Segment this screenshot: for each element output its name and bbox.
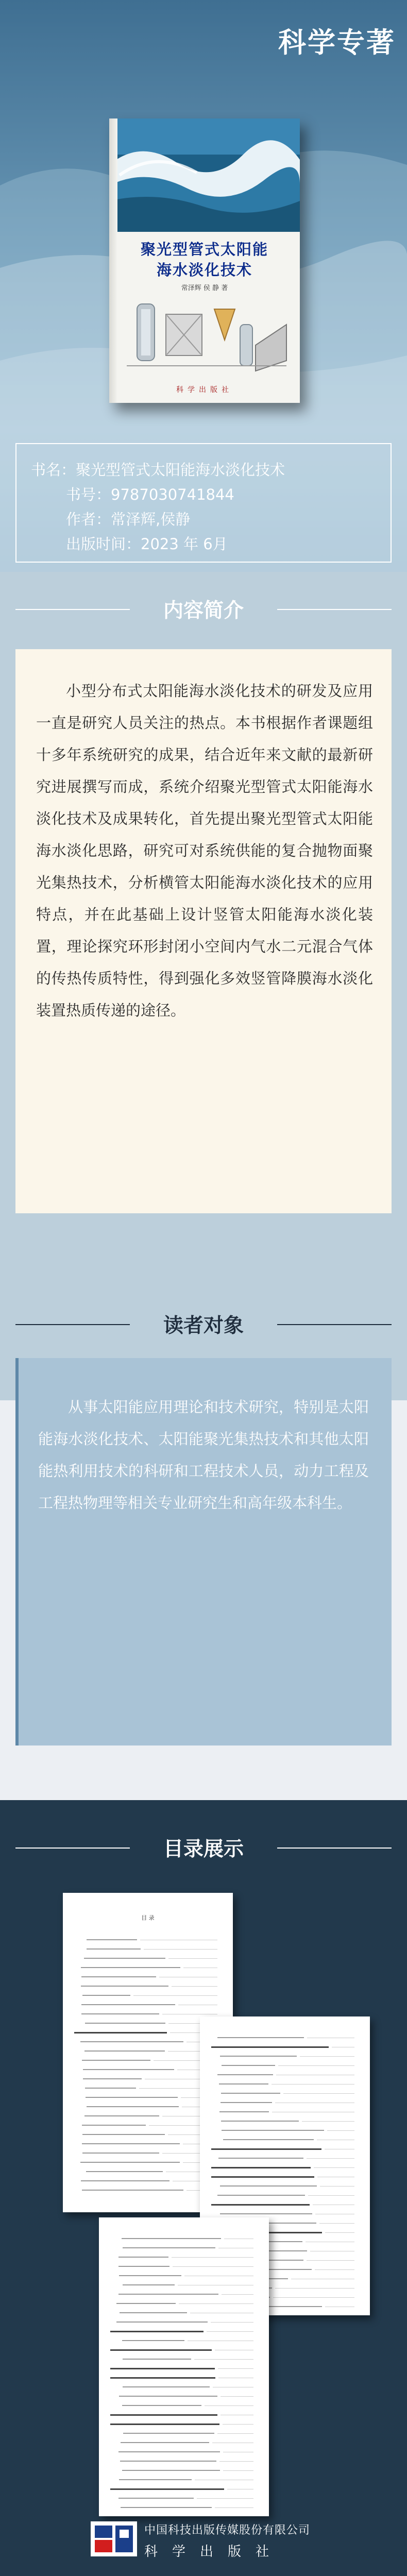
contents-heading: 目录展示 xyxy=(163,1838,244,1861)
toc-entry-line xyxy=(123,2359,191,2360)
toc-leader-dots xyxy=(300,2056,354,2057)
cover-wave-photo xyxy=(109,118,300,232)
toc-leader-dots xyxy=(302,2121,354,2122)
toc-leader-dots xyxy=(222,2294,253,2295)
toc-entry-line xyxy=(118,2266,169,2267)
toc-entry-line xyxy=(119,2396,217,2397)
toc-leader-dots xyxy=(144,1949,217,1950)
toc-entry-line xyxy=(82,2060,150,2061)
toc-entry-line xyxy=(85,2088,136,2089)
toc-chapter-line xyxy=(211,2046,329,2048)
publisher-name: 科学出版社 xyxy=(144,2544,284,2560)
toc-leader-dots xyxy=(307,2260,354,2261)
toc-entry-line xyxy=(84,2115,159,2116)
toc-chapter-line xyxy=(110,2331,204,2332)
toc-entry-line xyxy=(81,1967,180,1968)
toc-entry-line xyxy=(123,2433,214,2434)
cover-title-line1: 聚光型管式太阳能 xyxy=(140,241,268,258)
toc-entry-line xyxy=(218,2158,303,2159)
toc-leader-dots xyxy=(314,2167,354,2168)
toc-entry-line xyxy=(220,2056,297,2057)
toc-entry-line xyxy=(220,2213,312,2214)
toc-entry-line xyxy=(221,2093,280,2094)
toc-entry-line xyxy=(121,2507,212,2508)
toc-entry-line xyxy=(85,2023,165,2024)
info-date-value: 2023 年 6月 xyxy=(141,535,228,553)
toc-entry-line xyxy=(87,1948,141,1950)
toc-leader-dots xyxy=(275,2288,354,2289)
toc-leader-dots xyxy=(205,2405,253,2406)
toc-entry-line xyxy=(116,2321,208,2323)
toc-entry-line xyxy=(84,1958,165,1959)
info-row-title xyxy=(16,457,391,482)
toc-entry-line xyxy=(81,2004,175,2005)
toc-leader-dots xyxy=(283,2093,354,2094)
info-isbn-value: 9787030741844 xyxy=(111,486,234,503)
toc-entry-line xyxy=(86,2097,178,2098)
toc-entry-line xyxy=(82,1995,130,1996)
toc-chapter-line xyxy=(211,2148,321,2150)
info-title-value: 聚光型管式太阳能海水淡化技术 xyxy=(76,461,285,479)
toc-entry-line xyxy=(222,2065,275,2066)
toc-entry-line xyxy=(118,2498,194,2499)
solar-desalination-illustration xyxy=(116,294,292,381)
toc-chapter-line xyxy=(110,2424,219,2425)
toc-chapter-line xyxy=(211,2176,314,2178)
toc-chapter-line xyxy=(211,2167,311,2168)
toc-entry-line xyxy=(118,2257,168,2258)
toc-entry-line xyxy=(80,2162,180,2163)
toc-leader-dots xyxy=(307,2158,354,2159)
heading-rule-right xyxy=(277,1848,392,1849)
toc-entry-line xyxy=(122,2470,220,2471)
toc-page-3 xyxy=(99,2217,269,2516)
toc-chapter-line xyxy=(74,2032,167,2033)
intro-card xyxy=(15,649,392,1213)
toc-entry-line xyxy=(87,2106,179,2107)
toc-leader-dots xyxy=(207,2331,253,2332)
toc-chapter-line xyxy=(110,2488,224,2490)
toc-entry-line xyxy=(123,2284,175,2285)
toc-leader-dots xyxy=(219,2461,253,2462)
toc-entry-line xyxy=(86,2171,163,2172)
toc-page-1-header: 目 录 xyxy=(141,1914,155,1921)
toc-entry-line xyxy=(120,2461,216,2462)
toc-leader-dots xyxy=(173,2266,253,2267)
toc-entry-line xyxy=(119,2275,181,2276)
toc-leader-dots xyxy=(218,2368,253,2369)
toc-leader-dots xyxy=(215,2507,253,2508)
info-title-label: 书名： xyxy=(31,461,76,479)
heading-rule-right xyxy=(277,1324,392,1325)
readers-card-accent-bar xyxy=(15,1358,19,1745)
info-row-isbn xyxy=(16,482,391,507)
toc-leader-dots xyxy=(308,2195,354,2196)
info-isbn-label: 书号： xyxy=(66,486,111,503)
toc-leader-dots xyxy=(278,2065,354,2066)
toc-leader-dots xyxy=(197,2498,253,2499)
cover-authors: 常泽辉 侯 静 著 xyxy=(181,284,228,292)
toc-leader-dots xyxy=(273,2297,354,2298)
toc-entry-line xyxy=(82,2143,180,2144)
cover-publisher: 科学出版社 xyxy=(176,386,233,394)
toc-entry-line xyxy=(84,2050,165,2052)
toc-entry-line xyxy=(220,2185,317,2187)
intro-section xyxy=(0,572,407,1292)
toc-leader-dots xyxy=(221,2396,253,2397)
toc-leader-dots xyxy=(315,2269,354,2270)
toc-entry-line xyxy=(123,2247,215,2248)
toc-entry-line xyxy=(119,2479,192,2480)
cover-title-line2: 海水淡化技术 xyxy=(156,261,252,279)
toc-leader-dots xyxy=(172,1986,217,1987)
toc-leader-dots xyxy=(172,2257,253,2258)
toc-entry-line xyxy=(81,2180,169,2181)
toc-chapter-line xyxy=(110,2349,212,2351)
toc-entry-line xyxy=(82,2134,165,2135)
toc-leader-dots xyxy=(223,2424,253,2425)
toc-entry-line xyxy=(217,2074,273,2075)
toc-leader-dots xyxy=(223,2470,253,2471)
toc-entry-line xyxy=(82,2153,159,2154)
toc-leader-dots xyxy=(327,2130,354,2131)
readers-heading: 读者对象 xyxy=(163,1314,244,1337)
toc-entry-line xyxy=(219,2111,269,2112)
readers-card xyxy=(15,1358,392,1745)
toc-entry-line xyxy=(219,2083,268,2084)
toc-entry-line xyxy=(81,1986,168,1987)
toc-entry-line xyxy=(221,2102,272,2103)
toc-entry-line xyxy=(217,2195,305,2196)
info-author-value: 常泽辉,侯静 xyxy=(111,511,191,528)
hero-section xyxy=(0,0,407,572)
toc-chapter-line xyxy=(110,2377,215,2379)
toc-entry-line xyxy=(83,2069,174,2070)
toc-leader-dots xyxy=(211,2322,253,2323)
toc-entry-line xyxy=(217,2037,304,2038)
book-info-box xyxy=(15,443,392,563)
info-row-date xyxy=(16,532,391,556)
toc-entry-line xyxy=(116,2303,176,2304)
toc-entry-line xyxy=(118,2451,220,2452)
toc-leader-dots xyxy=(194,2359,253,2360)
toc-entry-line xyxy=(221,2121,299,2122)
toc-entry-line xyxy=(122,2340,184,2341)
readers-section xyxy=(0,1292,407,1800)
toc-entry-line xyxy=(122,2405,201,2406)
toc-leader-dots xyxy=(325,2232,354,2233)
info-row-author xyxy=(16,507,391,532)
toc-entry-line xyxy=(120,2312,187,2313)
toc-entry-line xyxy=(82,2190,183,2191)
toc-entry-line xyxy=(82,2125,146,2126)
publisher-group-name: 中国科技出版传媒股份有限公司 xyxy=(144,2524,311,2537)
readers-text: 从事太阳能应用理论和技术研究，特别是太阳能海水淡化技术、太阳能聚光集热技术和其他太阳能热利用技术的科研和工程技术人员，动力工程及工程热物理等相关专业研究生和高年级本科生。 xyxy=(38,1398,369,1512)
toc-entry-line xyxy=(123,2386,210,2387)
heading-rule-right xyxy=(277,609,392,610)
toc-chapter-line xyxy=(211,2204,310,2206)
toc-entry-line xyxy=(121,2442,209,2443)
toc-entry-line xyxy=(223,2139,314,2140)
toc-leader-dots xyxy=(179,2303,253,2304)
toc-leader-dots xyxy=(168,1958,217,1959)
toc-entry-line xyxy=(222,2130,324,2131)
toc-entry-line xyxy=(118,2294,218,2295)
toc-chapter-line xyxy=(110,2368,215,2369)
toc-entry-line xyxy=(122,2238,221,2239)
info-author-label: 作者： xyxy=(66,511,111,528)
toc-leader-dots xyxy=(133,1995,217,1996)
intro-heading: 内容简介 xyxy=(163,599,244,622)
toc-entry-line xyxy=(81,1976,156,1977)
contents-section xyxy=(0,1800,407,2576)
book-cover xyxy=(109,118,300,403)
toc-leader-dots xyxy=(319,2223,354,2224)
brand-tag: 科学专著 xyxy=(278,26,396,59)
toc-entry-line xyxy=(80,2041,183,2042)
publisher-logo-icon xyxy=(91,2521,137,2556)
info-date-label: 出版时间： xyxy=(66,535,141,553)
intro-text: 小型分布式太阳能海水淡化技术的研发及应用一直是研究人员关注的热点。本书根据作者课题组十多年系统研究的成果，结合近年来文献的最新研究进展撰写而成，系统介绍聚光型管式太阳能海水淡化技术及成果转化，首先提出聚光型管式太阳能海水淡化思路，研究可对系统供能的复合抛物面聚光集热技术，分析横管太阳能海水淡化技术的应用特点，并在此基础上设计竖管太阳能海水淡化装置，理论探究环形封闭小空间内气水二元混合气体的传热传质特性，得到强化多效竖管降膜海水淡化装置热质传递的途径。 xyxy=(36,682,373,1019)
toc-entry-line xyxy=(81,2013,159,2014)
toc-chapter-line xyxy=(110,2414,217,2416)
toc-entry-line xyxy=(87,1939,137,1940)
toc-leader-dots xyxy=(217,2433,253,2434)
toc-leader-dots xyxy=(320,2186,354,2187)
toc-entry-line xyxy=(83,2078,142,2079)
